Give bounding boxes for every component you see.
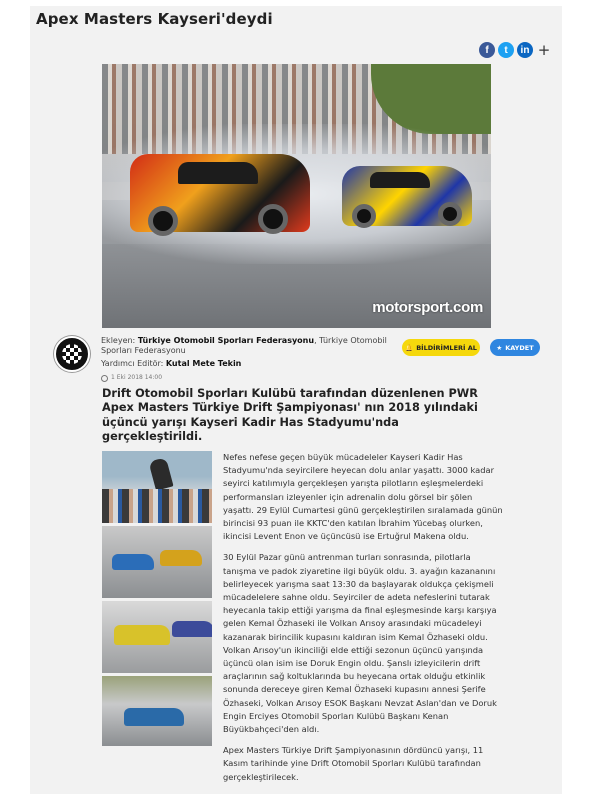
notify-button[interactable]: [402, 339, 480, 356]
more-share-icon[interactable]: +: [537, 41, 551, 59]
publish-date: [101, 373, 391, 383]
clock-icon: [101, 375, 108, 382]
article-meta: [101, 336, 391, 383]
share-bar: [479, 42, 552, 58]
paragraph-1: Nefes nefese geçen büyük mücadeleler Kayseri Kadir Has Stadyumu'nda seyircilere heyecan dolu anlar yaşattı. 3000 kadar seyirci katılımıyla gerçekleşen yarışta pilotların eşleşmelerdeki performansları izleyenler için adrenalin dolu görsel bir şölen yaşattı. 29 Eylül Cumartesi günü gerçekleştirilen sıralamada günün birincisi 93 puan ile KKTC'den katılan İbrahim Yücebaş olurken, ikincisi Levent Enon ve üçüncüsü ise Ertuğrul Makena oldu.: [223, 452, 503, 542]
author-extra: , Türkiye Otomobil Sporları Federasyonu: [101, 336, 387, 355]
article-body: [223, 451, 503, 792]
gallery-image-1[interactable]: [102, 451, 212, 523]
twitter-share-icon[interactable]: t: [498, 42, 514, 58]
linkedin-share-icon[interactable]: in: [517, 42, 533, 58]
save-button[interactable]: [490, 339, 540, 356]
date-text: 1 Eki 2018 14:00: [111, 374, 163, 381]
paragraph-3: Apex Masters Türkiye Drift Şampiyonasının dördüncü yarışı, 11 Kasım tarihinde yine Drift Otomobil Sporları Kulübü tarafından gerçekleştirilecek.: [223, 745, 484, 782]
article-lead: Drift Otomobil Sporları Kulübü tarafından düzenlenen PWR Apex Masters Türkiye Drift Şampiyonası' nın 2018 yılındaki üçüncü yarışı Kayseri Kadir Has Stadyumu'nda gerçekleştirildi.: [102, 387, 478, 444]
paragraph-2: 30 Eylül Pazar günü antrenman turları sonrasında, pilotlarla tanışma ve padok ziyaretine ilgi büyük oldu. 3. ayağın kazananını belirleyecek yarışma saat 13:30 da başlayarak oldukça çekişmeli mücadelelere sahne oldu. Seyirciler de adeta nefeslerini tutarak heyecanla takip ettiği yarışma da final eşleşmesinde karşı karşıya gelen Kemal Özhaseki ile Volkan Arısoy arasındaki mücadeleyi kazanarak birincilik kupasını kaldıran isim Kemal Özhaseki oldu. Volkan Arısoy'un ikinciliği elde ettiği sezonun üçüncü yarışında üçüncü olan isim ise Doruk Engin oldu. Şanslı izleyicilerin drift araçlarının sağ koltuklarında bu heyecana ortak olduğu etkinlik sonunda dereceye giren Kemal Özhaseki kupasını annesi Şerife Özhaseki, Volkan Arısoy ESOK Başkanı Nevzat Aslan'dan ve Doruk Engin Erciyes Otomobil Sporları Kulübü Başkanı Kenan Büyükbahçeci'den aldı.: [223, 552, 497, 735]
gallery-image-3[interactable]: [102, 601, 212, 673]
author-avatar[interactable]: [54, 336, 90, 372]
editor-label: Yardımcı Editör:: [101, 359, 164, 368]
article-title: Apex Masters Kayseri'deydi: [36, 10, 273, 28]
gallery-image-4[interactable]: [102, 676, 212, 746]
bell-icon: 🔔: [405, 343, 414, 352]
gallery-image-2[interactable]: [102, 526, 212, 598]
author-line: [101, 336, 391, 356]
article-page: [30, 6, 562, 794]
author-label: Ekleyen:: [101, 336, 136, 345]
hero-image: [102, 64, 491, 328]
editor-line: [101, 359, 391, 369]
drift-car-red: [130, 154, 310, 232]
hero-watermark: motorsport.com: [372, 299, 483, 316]
facebook-share-icon[interactable]: f: [479, 42, 495, 58]
editor-name[interactable]: Kutal Mete Tekin: [165, 359, 242, 368]
drift-car-blue: [342, 166, 472, 226]
author-name[interactable]: Türkiye Otomobil Sporları Federasyonu: [137, 336, 315, 345]
star-icon: ★: [496, 343, 503, 352]
notify-label: BİLDİRİMLERİ AL: [416, 343, 477, 352]
save-label: KAYDET: [505, 343, 534, 352]
